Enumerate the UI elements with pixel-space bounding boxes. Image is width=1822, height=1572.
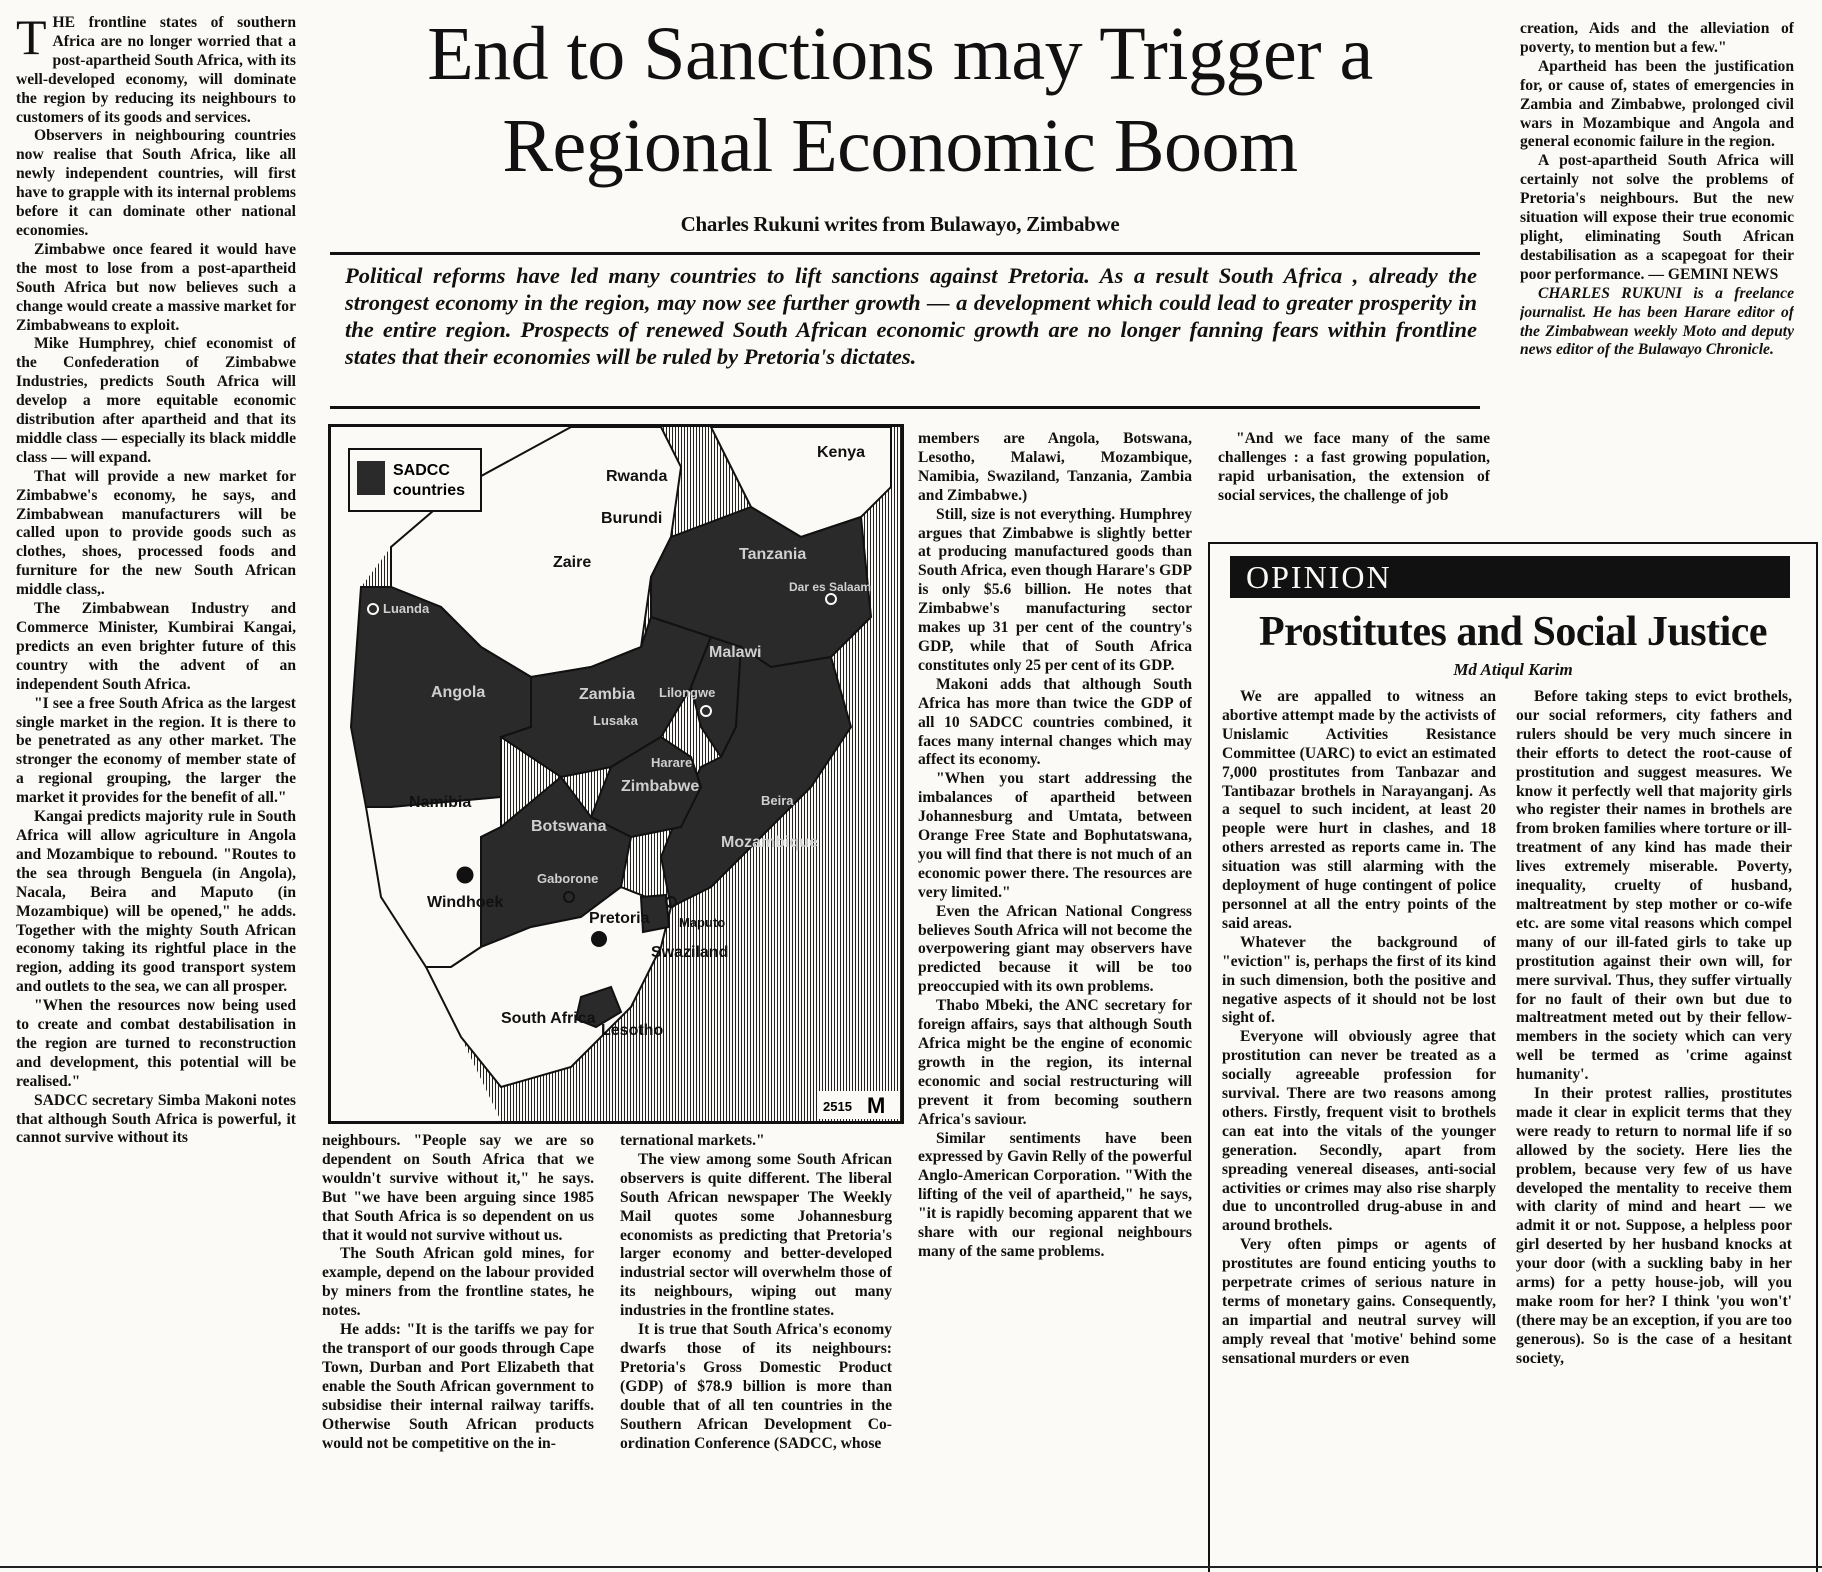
drop-cap: T — [16, 14, 47, 65]
opinion-author: Md Atiqul Karim — [1453, 660, 1573, 679]
standfirst: Political reforms have led many countries to lift sanctions against Pretoria. As a result South Africa , already the strongest economy in the region, may now see further growth — a development which could lead to greater prosperity in the entire region. Prospects of renewed South African economic growth are no longer fanning fears within frontline states that their economies will be ruled by Pretoria's dictates. — [345, 263, 1477, 369]
opinion-section-label: OPINION — [1230, 556, 1790, 598]
paragraph: "I see a free South Africa as the largest single market in the region. It is there to be penetrated as any other market. The stronger the economy of member state of a regional grouping, the larger the market it provides for the benefit of all." — [16, 694, 296, 807]
map-label: South Africa — [501, 1010, 596, 1027]
map-label: Dar es Salaam — [789, 580, 872, 594]
map-label: Angola — [431, 684, 486, 701]
map-label: Harare — [651, 755, 693, 770]
map-label: Botswana — [531, 818, 607, 835]
paragraph: Everyone will obviously agree that prostitution can never be treated as a socially agreeable profession for survival. There are two reasons among others. Firstly, frequent visit to brothels can eat into the vitals of the younger generation. Secondly, apart from spreading venereal diseases, anti-social activities or crimes may also rise sharply due to uncontrolled drug-abuse in and around brothels. — [1222, 1028, 1496, 1235]
top-rule — [330, 252, 1480, 255]
paragraph: Before taking steps to evict brothels, our social reformers, city fathers and rulers should be very much sincere in their efforts to detect the root-cause of prostitution and suggest measures. We know it perfectly well that majority girls who register their names in brothels are from broken families where torture or ill-treatment of any kind has made their lives extremely miserable. Poverty, inequality, cruelty of husband, maltreatment by step mother or co-wife etc. are some vital reasons which compel many of our ill-fated girls to take up prostitution against their own will, for mere survival. Thus, they suffer virtually for no fault of their own but due to maltreatment meted out by their fellow-members in the society which can very well be termed as 'crime against humanity'. — [1516, 688, 1792, 1084]
map-label: Lilongwe — [659, 685, 716, 700]
paragraph: neighbours. "People say we are so dependent on South Africa that we wouldn't survive without it," he says. But "we have been arguing since 1985 that South Africa is so dependent on us that it would not survive without us. — [322, 1132, 594, 1244]
article-column-2 — [322, 1132, 594, 1562]
paragraph: Thabo Mbeki, the ANC secretary for foreign affairs, says that although South Africa might be the engine of economic growth in the region, its internal economic and social restructuring will prevent it from becoming southern Africa's saviour. — [918, 997, 1192, 1128]
paragraph: The Zimbabwean Industry and Commerce Minister, Kumbirai Kangai, predicts an even brighter future of this country with the advent of an independent South Africa. — [16, 600, 296, 693]
article-column-6 — [1520, 20, 1794, 532]
opinion-column-2 — [1516, 688, 1792, 1566]
sadcc-map — [328, 424, 904, 1124]
paragraph: creation, Aids and the alleviation of poverty, to mention but a few." — [1520, 20, 1794, 56]
paragraph: Even the African National Congress believes South Africa will not become the overpowering giant may observers have predicted because it will be too preoccupied with its own problems. — [918, 902, 1192, 996]
map-label: Rwanda — [606, 468, 668, 485]
map-label: Zambia — [579, 686, 636, 703]
paragraph: We are appalled to witness an abortive attempt made by the activists of Unislamic Activities Resistance Committee (UARC) to evict an estimated 7,000 prostitutes from Tanbazar and Tantibazar brothels in Narayanganj. As a sequel to such incident, at least 20 people were hurt in clashes, and 18 others arrested as reports came in. The situation was still alarming with the deployment of huge contingent of police personnel at all the entry points of the said areas. — [1222, 688, 1496, 932]
map-label: Gaborone — [537, 871, 599, 886]
headline: End to Sanctions may Trigger a Regional Economic Boom — [427, 12, 1373, 188]
map-label: Mozambique — [721, 834, 818, 851]
article-column-5 — [1218, 430, 1490, 530]
paragraph: Very often pimps or agents of prostitutes are found enticing youths to perpetrate crimes of serious nature in terms of monetary gains. Consequently, an impartial and neutral survey will amply reveal that 'motive' behind some sensational murders or even — [1222, 1236, 1496, 1367]
paragraph: ternational markets." — [620, 1132, 765, 1149]
paragraph: It is true that South Africa's economy dwarfs those of its neighbours: Pretoria's Gross Domestic Product (GDP) of $78.9 billion is more than double that of all ten countries in the Southern African Development Co-ordination Conference (SADCC, whose — [620, 1321, 892, 1452]
paragraph: Mike Humphrey, chief economist of the Confederation of Zimbabwe Industries, predicts South Africa will develop a more equitable economic distribution after apartheid and that its middle class — especially its black middle class — will expand. — [16, 335, 296, 466]
paragraph: "And we face many of the same challenges : a fast growing population, rapid urbanisation, the extension of social services, the challenge of job — [1218, 430, 1490, 504]
map-label: Beira — [761, 793, 794, 808]
article-column-3 — [620, 1132, 892, 1562]
paragraph: members are Angola, Botswana, Lesotho, Malawi, Mozambique, Namibia, Swaziland, Tanzania, Zambia and Zimbabwe.) — [918, 430, 1192, 504]
map-label: Maputo — [679, 915, 726, 930]
bottom-rule — [330, 406, 1480, 409]
map-code: 2515 — [823, 1099, 852, 1114]
map-label: Tanzania — [739, 546, 807, 563]
paragraph: Similar sentiments have been expressed by Gavin Relly of the powerful Anglo-American Corporation. "With the lifting of the veil of apartheid," he says, "it is rapidly becoming apparent that we share with our regional neighbours many of the same problems. — [918, 1129, 1192, 1260]
paragraph: "When the resources now being used to create and combat destabilisation in the region are turned to reconstruction and development, this potential will be realised." — [16, 997, 296, 1090]
map-label: Kenya — [817, 444, 866, 461]
paragraph: Zimbabwe once feared it would have the most to lose from a post-apartheid South Africa but now believes such a change would create a massive market for Zimbabweans to exploit. — [16, 240, 296, 334]
map-label: Windhoek — [427, 894, 504, 911]
map-label: Namibia — [409, 794, 472, 811]
page-bottom-rule — [0, 1566, 1822, 1568]
paragraph: That will provide a new market for Zimbabwe's economy, he says, and Zimbabwean manufacturers will be called upon to provide goods such as clothes, shoes, processed foods and furniture for the new South African middle class,. — [16, 467, 296, 599]
paragraph: Kangai predicts majority rule in South Africa will allow agriculture in Angola and Mozambique to rebound. "Routes to the sea through Benguela (in Angola), Nacala, Beira and Maputo (in Mozambique) will be opened," he adds. Together with the mighty South African economy taking its rightful place in the region, adding its good transport system and outlets to the sea, we can all prosper. — [16, 808, 296, 996]
paragraph: "When you start addressing the imbalances of apartheid between Johannesburg and Umtata, between Orange Free State and Bophutatswana, you will find that there is not much of an economic power there. The resources are very limited." — [918, 770, 1192, 901]
byline: Charles Rukuni writes from Bulawayo, Zimbabwe — [680, 212, 1120, 236]
paragraph: The view among some South African observers is quite different. The liberal South African newspaper The Weekly Mail quotes some Johannesburg economists as predicting that Pretoria's larger economy and better-developed industrial sector will overwhelm those of its neighbours, wiping out many industries in the frontline states. — [620, 1150, 892, 1320]
paragraph: He adds: "It is the tariffs we pay for the transport of our goods through Cape Town, Durban and Port Elizabeth that enable the South African government to subsidise their internal railway tariffs. Otherwise South African products would not be competitive on the in- — [322, 1321, 594, 1452]
paragraph: Apartheid has been the justification for, or cause of, states of emergencies in Zambia and Zimbabwe, prolonged civil wars in Mozambique and Angola and general economic failure in the region. — [1520, 57, 1794, 151]
map-legend: SADCC countries — [393, 462, 466, 499]
paragraph: The South African gold mines, for example, depend on the labour provided by miners from the frontline states, he notes. — [322, 1245, 594, 1320]
opinion-title: Prostitutes and Social Justice — [1258, 609, 1768, 655]
article-column-1 — [16, 14, 296, 1562]
map-label: Malawi — [709, 644, 762, 661]
map-label: Lusaka — [593, 713, 638, 728]
paragraph: In their protest rallies, prostitutes made it clear in explicit terms that they were ready to return to normal life if so allowed by the society. Here lies the problem, because very few of us have developed the mentality to receive them with clarity of mind and heart — we admit it or not. Suppose, a helpless poor girl deserted by her husband knocks at your door (with a suckling baby in her arms) for a petty house-job, will you make room for her? I think 'you won't' (there may be an exception, if you are too generous). So is the case of a hesitant society, — [1516, 1085, 1792, 1367]
map-graphic — [331, 427, 901, 1121]
map-mark: M — [867, 1093, 886, 1118]
map-label: Luanda — [383, 601, 430, 616]
author-bio: CHARLES RUKUNI is a freelance journalist. He has been Harare editor of the Zimbabwean weekly Moto and deputy news editor of the Bulawayo Chronicle. — [1520, 284, 1794, 359]
map-label: Burundi — [601, 510, 663, 527]
paragraph: HE frontline states of southern Africa are no longer worried that a post-apartheid South Africa, with its well-developed economy, will dominate the region by reducing its neighbours to customers of its goods and services. — [16, 14, 296, 126]
article-column-4 — [918, 430, 1192, 1562]
opinion-column-1 — [1222, 688, 1496, 1566]
paragraph: A post-apartheid South Africa will certainly not solve the problems of Pretoria's neighbours. But the new situation will expose their true economic plight, eliminating South African destabilisation as a scapegoat for their poor performance. — GEMINI NEWS — [1520, 152, 1794, 283]
paragraph: SADCC secretary Simba Makoni notes that although South Africa is powerful, it cannot survive without its — [16, 1091, 296, 1147]
map-label: Zaire — [553, 554, 592, 571]
paragraph: Still, size is not everything. Humphrey argues that Zimbabwe is slightly better at producing manufactured goods than South Africa, even though Harare's GDP is only $5.6 billion. He notes that Zimbabwe's manufacturing sector makes up 31 per cent of the country's GDP, while that of South Africa constitutes only 25 per cent of its GDP. — [918, 505, 1192, 674]
paragraph: Makoni adds that although South Africa has more than twice the GDP of all 10 SADCC countries combined, it faces many internal changes which may affect its economy. — [918, 675, 1192, 769]
paragraph: Observers in neighbouring countries now realise that South Africa, like all newly independent countries, will first have to grapple with its internal problems before it can dominate other national economies. — [16, 127, 296, 239]
map-label: Swaziland — [651, 944, 729, 961]
map-label: Lesotho — [601, 1022, 664, 1039]
map-label: Zimbabwe — [621, 778, 700, 795]
paragraph: Whatever the background of "eviction" is, perhaps the first of its kind in such dimension, both the positive and negative aspects of it should not be lost sight of. — [1222, 933, 1496, 1027]
map-label: Pretoria — [589, 910, 650, 927]
